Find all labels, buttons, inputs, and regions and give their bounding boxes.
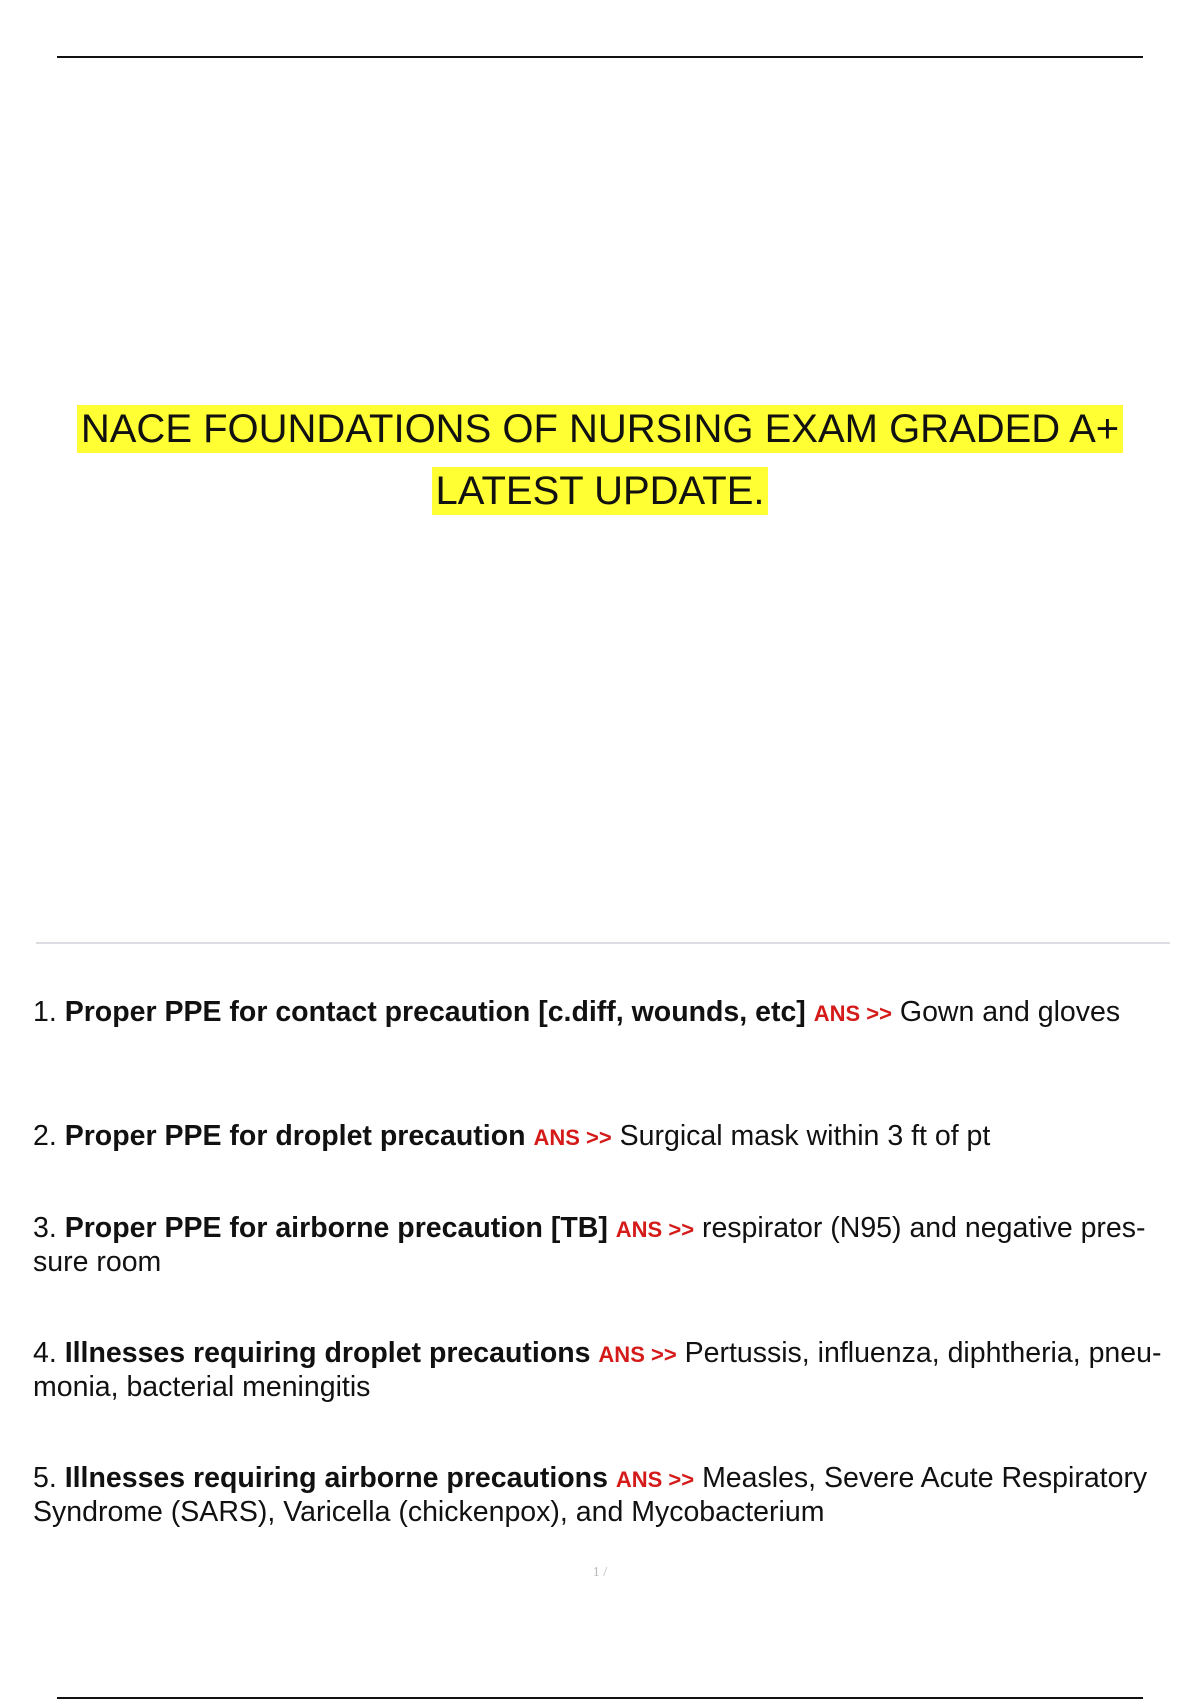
question-text: Proper PPE for droplet precaution <box>64 1120 526 1152</box>
answer-text: Pertussis, influenza, diphtheria, pneu- monia, bacterial meningitis <box>33 1337 1162 1403</box>
ans-label: ANS >> <box>615 1467 695 1492</box>
answer-text: Measles, Severe Acute Respiratory Syndrome (SARS), Varicella (chickenpox), and Mycobacterium <box>33 1462 1148 1528</box>
section-divider <box>36 942 1170 944</box>
question-text: Proper PPE for airborne precaution [TB] <box>64 1212 608 1244</box>
bottom-rule <box>57 1697 1143 1699</box>
answer-text: Surgical mask within 3 ft of pt <box>619 1120 991 1152</box>
question-text: Illnesses requiring droplet precautions <box>64 1337 591 1369</box>
question-item-5 <box>33 1462 1168 1529</box>
question-list <box>33 996 1168 1529</box>
question-item-2 <box>33 1120 1168 1154</box>
title-line-1: NACE FOUNDATIONS OF NURSING EXAM GRADED A+ <box>77 405 1123 453</box>
question-text: Illnesses requiring airborne precautions <box>64 1462 608 1494</box>
ans-label: ANS >> <box>598 1342 677 1367</box>
top-rule <box>57 56 1143 58</box>
question-item-3 <box>33 1212 1168 1279</box>
question-number: 1. <box>33 996 57 1028</box>
question-item-1 <box>33 996 1168 1062</box>
question-item-4 <box>33 1337 1168 1404</box>
answer-text: respirator (N95) and negative pres- sure room <box>33 1212 1146 1278</box>
page-number: 1 / <box>592 1565 608 1580</box>
question-text: Proper PPE for contact precaution [c.diff, wounds, etc] <box>64 996 806 1028</box>
question-number: 4. <box>33 1337 57 1369</box>
ans-label: ANS >> <box>615 1217 695 1242</box>
title-line-2: LATEST UPDATE. <box>432 467 769 515</box>
answer-text: Gown and gloves <box>899 996 1121 1028</box>
question-number: 3. <box>33 1212 57 1244</box>
question-number: 2. <box>33 1120 57 1152</box>
ans-label: ANS >> <box>813 1001 892 1026</box>
question-number: 5. <box>33 1462 57 1494</box>
document-title <box>30 398 1170 522</box>
ans-label: ANS >> <box>533 1125 612 1150</box>
